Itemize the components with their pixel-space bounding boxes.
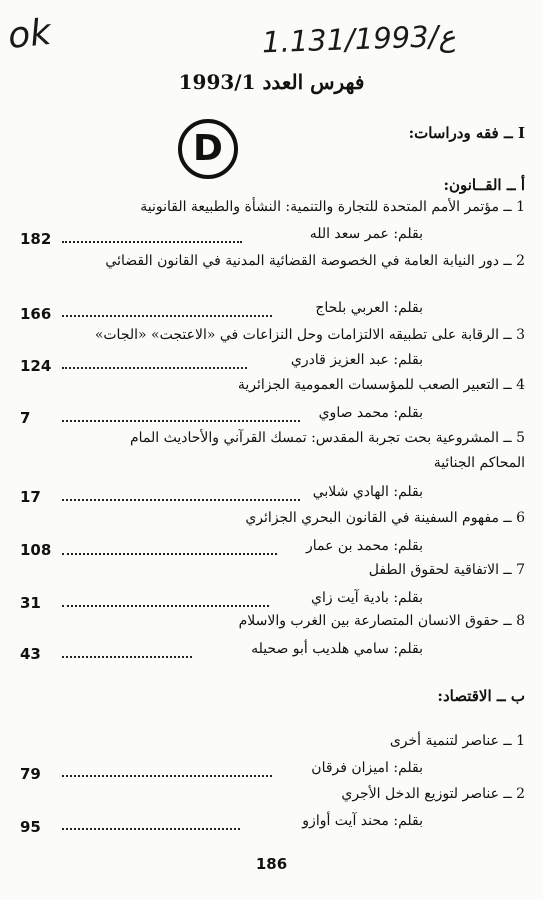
leader-dots — [62, 420, 300, 422]
section-heading: I ــ فقه ودراسات: — [408, 124, 525, 142]
toc-item-byline: بقلم: اميزان فرقان — [311, 760, 423, 776]
toc-item-byline: بقلم: محمد صاوي — [318, 405, 423, 421]
leader-dots — [62, 656, 192, 658]
leader-dots — [62, 241, 242, 243]
toc-item-title: 6 ــ مفهوم السفينة في القانون البحري الجزائري — [245, 510, 525, 526]
toc-item-title: 5 ــ المشروعية بحت تجربة المقدس: تمسك القرآني والأحاديث المام — [129, 430, 525, 446]
leader-dots — [62, 605, 269, 607]
toc-item-page: 166 — [20, 305, 52, 323]
toc-item-page: 7 — [20, 409, 31, 427]
leader-dots — [62, 499, 300, 501]
leader-dots — [62, 367, 247, 369]
toc-item-page: 95 — [20, 818, 41, 836]
toc-item-page: 182 — [20, 230, 52, 248]
toc-item-title-continued: المحاكم الجنائية — [433, 455, 525, 471]
page-number: 186 — [255, 855, 288, 873]
toc-item-byline: بقلم: الهادي شلابي — [312, 484, 423, 500]
toc-item-byline: بقلم: محمد بن عمار — [305, 538, 423, 554]
toc-item-byline: بقلم: محند آيت أوازو — [302, 813, 423, 829]
leader-dots — [62, 828, 240, 830]
toc-item-page: 17 — [20, 488, 41, 506]
toc-item-byline: بقلم: عبد العزيز قادري — [290, 352, 423, 368]
toc-item-title: 1 ــ مؤتمر الأمم المتحدة للتجارة والتنمية: النشأة والطبيعة القانونية — [140, 199, 525, 215]
toc-item-title: 4 ــ التعبير الصعب للمؤسسات العمومية الجزائرية — [237, 377, 525, 393]
toc-item-page: 124 — [20, 357, 52, 375]
toc-item-byline: بقلم: العربي بلحاج — [315, 300, 423, 316]
toc-item-byline: بقلم: بادية آيت زاي — [311, 590, 423, 606]
toc-item-page: 31 — [20, 594, 41, 612]
toc-item-title: 3 ــ الرقابة على تطبيقه الالتزامات وحل النزاعات في «الاعتجت» «الجات» — [94, 327, 525, 343]
leader-dots — [62, 553, 277, 555]
subsection-economics: ب ــ الاقتصاد: — [437, 687, 525, 705]
toc-item-page: 79 — [20, 765, 41, 783]
toc-item-page: 108 — [20, 541, 52, 559]
toc-item-byline: بقلم: سامي هلديب أبو صحيله — [251, 641, 423, 657]
toc-item-title: 1 ــ عناصر لتنمية أخرى — [389, 733, 525, 749]
subsection-law: أ ــ القــانون: — [443, 176, 525, 194]
leader-dots — [62, 775, 272, 777]
leader-dots — [62, 315, 272, 317]
toc-item-page: 43 — [20, 645, 41, 663]
toc-item-title: 2 ــ دور النيابة العامة في الخصوصة القضائية المدنية في القانون القضائي — [105, 253, 525, 269]
handwritten-ok-mark: ok — [5, 11, 53, 58]
page-title: فهرس العدد 1993/1 — [178, 70, 365, 94]
stamp-letter: D — [193, 128, 223, 169]
toc-item-title: 8 ــ حقوق الانسان المتصارعة بين الغرب والاسلام — [238, 613, 525, 629]
handwritten-reference: 1.ع/131/1993 — [261, 18, 457, 60]
toc-item-title: 2 ــ عناصر لتوزيع الدخل الأجري — [341, 786, 525, 802]
toc-item-title: 7 ــ الاتفاقية لحقوق الطفل — [368, 562, 525, 578]
toc-item-byline: بقلم: عمر سعد الله — [309, 226, 423, 242]
